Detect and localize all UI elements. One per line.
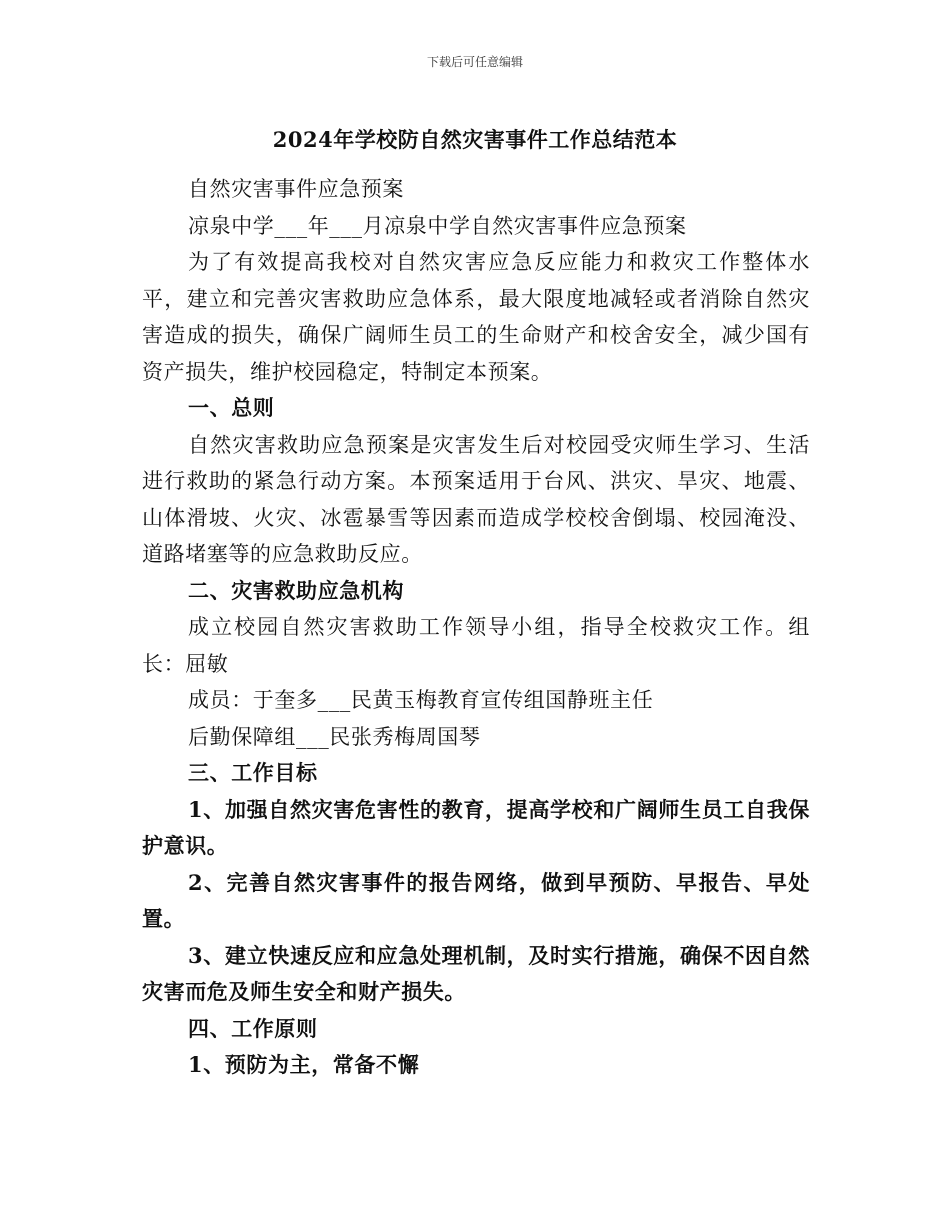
goal-item-2: 2、完善自然灾害事件的报告网络，做到早预防、早报告、早处置。 bbox=[142, 869, 810, 931]
paragraph-leading-group: 成立校园自然灾害救助工作领导小组，指导全校救灾工作。组长：屈敏 bbox=[142, 615, 810, 676]
section-heading-goals: 三、工作目标 bbox=[188, 760, 318, 785]
document-title: 2024年学校防自然灾害事件工作总结范本 bbox=[272, 127, 678, 152]
section-heading-principles: 四、工作原则 bbox=[188, 1015, 318, 1041]
goal-item-1: 1、加强自然灾害危害性的教育，提高学校和广阔师生员工自我保护意识。 bbox=[142, 796, 810, 858]
principle-item-1: 1、预防为主，常备不懈 bbox=[188, 1052, 420, 1077]
goal-item-3: 3、建立快速反应和应急处理机制，及时实行措施，确保不因自然灾害而危及师生安全和财产损失。 bbox=[142, 942, 810, 1004]
paragraph-plan-name: 自然灾害事件应急预案 bbox=[188, 177, 404, 201]
paragraph-general: 自然灾害救助应急预案是灾害发生后对校园受灾师生学习、生活进行救助的紧急行动方案。本预案适用于台风、洪灾、旱灾、地震、山体滑坡、火灾、冰雹暴雪等因素而造成学校校舍倒塌、校园淹没、道路堵塞等的应急救助反应。 bbox=[142, 432, 810, 566]
page-header-note: 下载后可任意编辑 bbox=[426, 55, 523, 69]
document-body bbox=[142, 171, 810, 1084]
paragraph-purpose: 为了有效提高我校对自然灾害应急反应能力和救灾工作整体水平，建立和完善灾害救助应急体系，最大限度地减轻或者消除自然灾害造成的损失，确保广阔师生员工的生命财产和校舍安全，减少国有资产损失，维护校园稳定，特制定本预案。 bbox=[142, 250, 810, 384]
paragraph-members: 成员：于奎多___民黄玉梅教育宣传组国静班主任 bbox=[188, 688, 654, 712]
section-heading-organization: 二、灾害救助应急机构 bbox=[188, 577, 404, 603]
paragraph-school-line: 凉泉中学___年___月凉泉中学自然灾害事件应急预案 bbox=[188, 213, 687, 238]
paragraph-logistics: 后勤保障组___民张秀梅周国琴 bbox=[188, 724, 481, 749]
section-heading-general: 一、总则 bbox=[188, 395, 275, 420]
